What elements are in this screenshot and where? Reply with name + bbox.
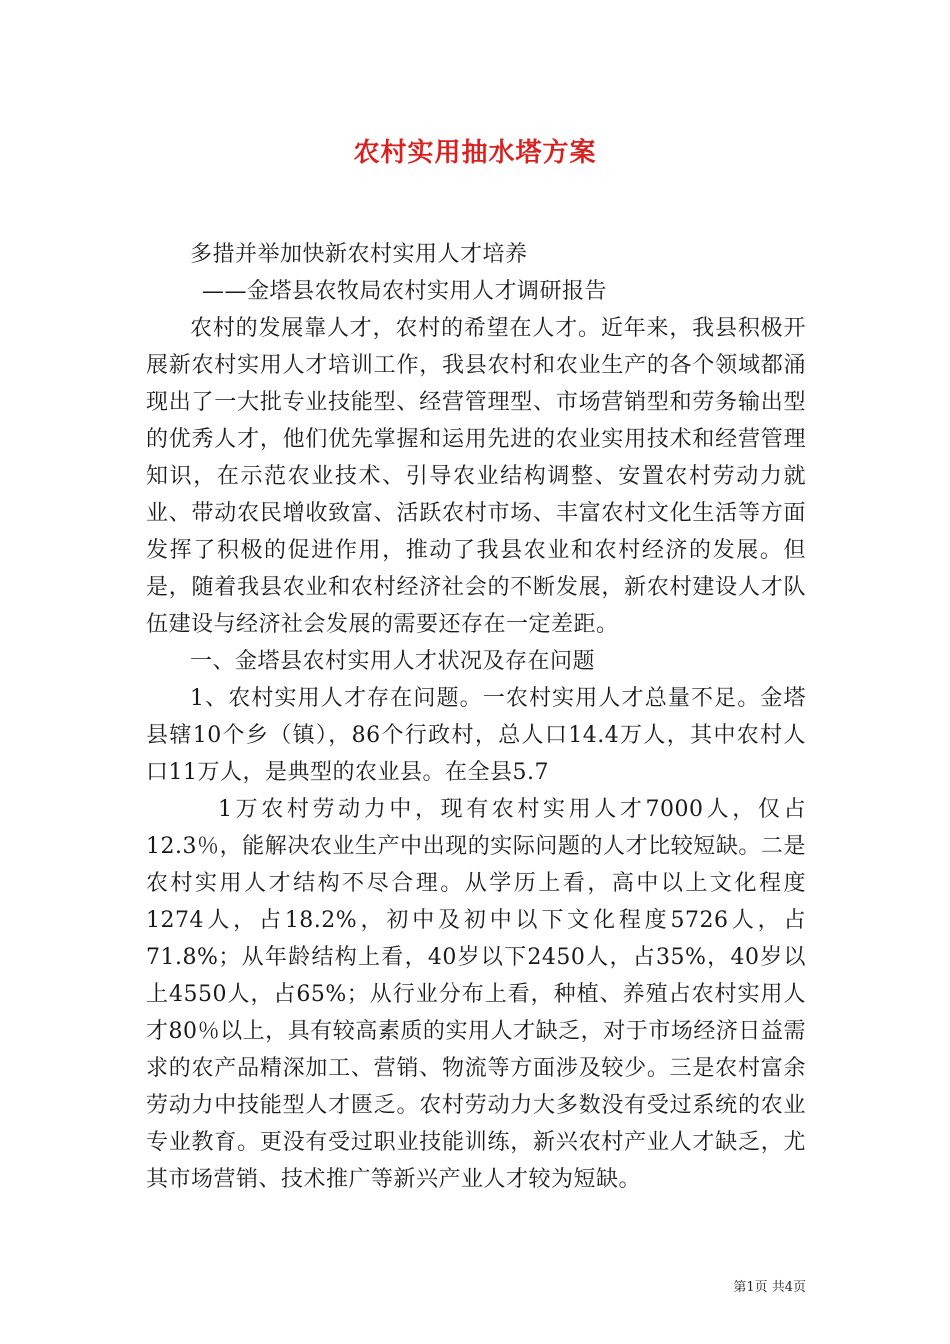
paragraph-problems: 1、农村实用人才存在问题。一农村实用人才总量不足。金塔县辖10个乡（镇），86个行政村，总人口14.4万人，其中农村人口11万人，是典型的农业县。在全县5.7 <box>146 686 806 785</box>
section-heading: 一、金塔县农村实用人才状况及存在问题 <box>190 649 596 674</box>
page-number: 第1页 共4页 <box>733 1280 806 1295</box>
paragraph-statistics: 1万农村劳动力中，现有农村实用人才7000人，仅占12.3％，能解决农业生产中出现的实际问题的人才比较短缺。二是农村实用人才结构不尽合理。从学历上看，高中以上文化程度1274人，占18.2%，初中及初中以下文化程度5726人，占71.8%；从年龄结构上看，40岁以下2450人，占35%，40岁以上4550人，占65%；从行业分布上看，种植、养殖占农村实用人才80％以上，具有较高素质的实用人才缺乏，对于市场经济日益需求的农产品精深加工、营销、物流等方面涉及较少。三是农村富余劳动力中技能型人才匮乏。农村劳动力大多数没有受过系统的农业专业教育。更没有受过职业技能训练，新兴农村产业人才缺乏，尤其市场营销、技术推广等新兴产业人才较为短缺。 <box>146 797 806 1192</box>
document-title: 农村实用抽水塔方案 <box>353 138 597 168</box>
document-subtitle: 多措并举加快新农村实用人才培养 <box>190 242 528 267</box>
document-body <box>146 236 806 1198</box>
paragraph-intro: 农村的发展靠人才，农村的希望在人才。近年来，我县积极开展新农村实用人才培训工作，我县农村和农业生产的各个领域都涌现出了一大批专业技能型、经营管理型、市场营销型和劳务输出型的优秀人才，他们优先掌握和运用先进的农业实用技术和经营管理知识，在示范农业技术、引导农业结构调整、安置农村劳动力就业、带动农民增收致富、活跃农村市场、丰富农村文化生活等方面发挥了积极的促进作用，推动了我县农业和农村经济的发展。但是，随着我县农业和农村经济社会的不断发展，新农村建设人才队伍建设与经济社会发展的需要还存在一定差距。 <box>146 316 806 637</box>
document-subtitle-report: ——金塔县农牧局农村实用人才调研报告 <box>202 279 608 304</box>
